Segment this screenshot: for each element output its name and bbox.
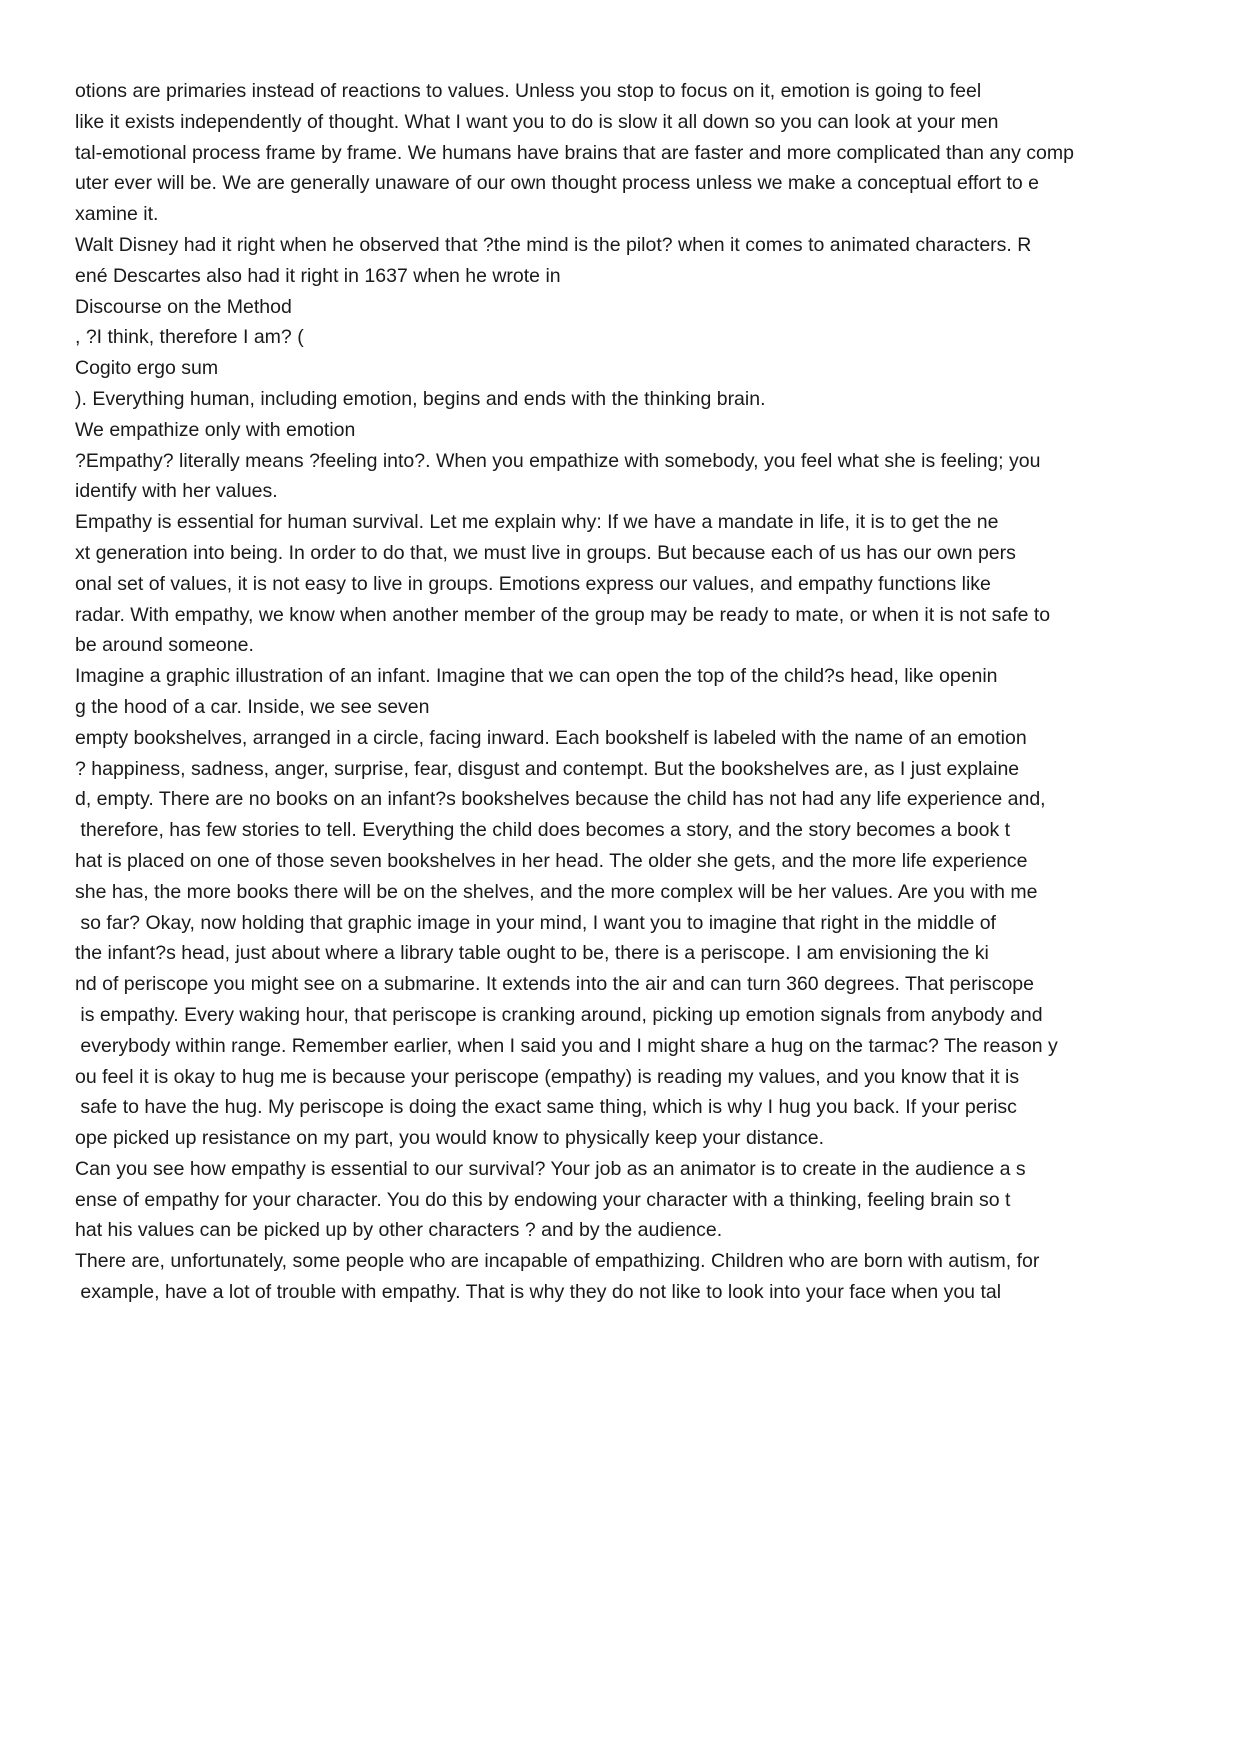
- text-line: ené Descartes also had it right in 1637 when he wrote in: [75, 264, 561, 287]
- text-line: ou feel it is okay to hug me is because your periscope (empathy) is reading my values, and you know that it is: [75, 1065, 1020, 1088]
- text-line: , ?I think, therefore I am? (: [75, 326, 304, 349]
- text-line: tal-emotional process frame by frame. We humans have brains that are faster and more complicated than any comp: [75, 141, 1074, 164]
- text-line: so far? Okay, now holding that graphic image in your mind, I want you to imagine that right in the middle of: [75, 911, 996, 934]
- text-line: Discourse on the Method: [75, 295, 292, 318]
- text-line: Empathy is essential for human survival. Let me explain why: If we have a mandate in life, it is to get the ne: [75, 511, 999, 534]
- text-line: ope picked up resistance on my part, you would know to physically keep your distance.: [75, 1127, 824, 1150]
- text-line: safe to have the hug. My periscope is doing the exact same thing, which is why I hug you back. If your perisc: [75, 1096, 1017, 1119]
- text-line: Cogito ergo sum: [75, 357, 219, 380]
- text-line: g the hood of a car. Inside, we see seven: [75, 695, 430, 718]
- text-line: otions are primaries instead of reactions to values. Unless you stop to focus on it, emotion is going to feel: [75, 80, 982, 102]
- text-line: hat is placed on one of those seven bookshelves in her head. The older she gets, and the more life experience: [75, 849, 1028, 872]
- text-line: We empathize only with emotion: [75, 418, 356, 441]
- text-line: therefore, has few stories to tell. Everything the child does becomes a story, and the story becomes a book t: [75, 819, 1011, 842]
- text-line: identify with her values.: [75, 480, 278, 503]
- text-line: ? happiness, sadness, anger, surprise, fear, disgust and contempt. But the bookshelves are, as I just explaine: [75, 757, 1020, 780]
- text-line: ?Empathy? literally means ?feeling into?. When you empathize with somebody, you feel what she is feeling; you: [75, 449, 1041, 472]
- text-line: like it exists independently of thought. What I want you to do is slow it all down so you can look at your men: [75, 110, 999, 133]
- text-line: Can you see how empathy is essential to our survival? Your job as an animator is to create in the audience a s: [75, 1157, 1026, 1180]
- text-line: There are, unfortunately, some people who are incapable of empathizing. Children who are born with autism, for: [75, 1250, 1040, 1273]
- text-line: she has, the more books there will be on the shelves, and the more complex will be her values. Are you with me: [75, 880, 1038, 903]
- text-line: everybody within range. Remember earlier, when I said you and I might share a hug on the tarmac? The reason y: [75, 1034, 1058, 1057]
- text-line: ense of empathy for your character. You do this by endowing your character with a thinking, feeling brain so t: [75, 1188, 1011, 1211]
- text-line: the infant?s head, just about where a library table ought to be, there is a periscope. I am envisioning the ki: [75, 942, 989, 965]
- body-text: [75, 76, 1195, 1308]
- text-line: xt generation into being. In order to do that, we must live in groups. But because each of us has our own pers: [75, 541, 1016, 564]
- text-line: onal set of values, it is not easy to live in groups. Emotions express our values, and empathy functions like: [75, 572, 991, 595]
- text-line: example, have a lot of trouble with empathy. That is why they do not like to look into your face when you tal: [75, 1281, 1002, 1304]
- text-line: ). Everything human, including emotion, begins and ends with the thinking brain.: [75, 387, 766, 410]
- text-line: d, empty. There are no books on an infant?s bookshelves because the child has not had any life experience and,: [75, 788, 1046, 811]
- text-line: nd of periscope you might see on a submarine. It extends into the air and can turn 360 degrees. That periscope: [75, 973, 1034, 996]
- text-line: empty bookshelves, arranged in a circle, facing inward. Each bookshelf is labeled with the name of an emotion: [75, 726, 1027, 749]
- text-line: radar. With empathy, we know when another member of the group may be ready to mate, or when it is not safe to: [75, 603, 1051, 626]
- text-line: be around someone.: [75, 634, 254, 657]
- text-line: hat his values can be picked up by other characters ? and by the audience.: [75, 1219, 723, 1242]
- text-line: uter ever will be. We are generally unaware of our own thought process unless we make a conceptual effort to e: [75, 172, 1039, 195]
- text-line: xamine it.: [75, 203, 159, 226]
- text-line: is empathy. Every waking hour, that periscope is cranking around, picking up emotion signals from anybody and: [75, 1003, 1043, 1026]
- text-line: Walt Disney had it right when he observed that ?the mind is the pilot? when it comes to animated characters. R: [75, 233, 1032, 256]
- text-line: Imagine a graphic illustration of an infant. Imagine that we can open the top of the child?s head, like openin: [75, 665, 998, 688]
